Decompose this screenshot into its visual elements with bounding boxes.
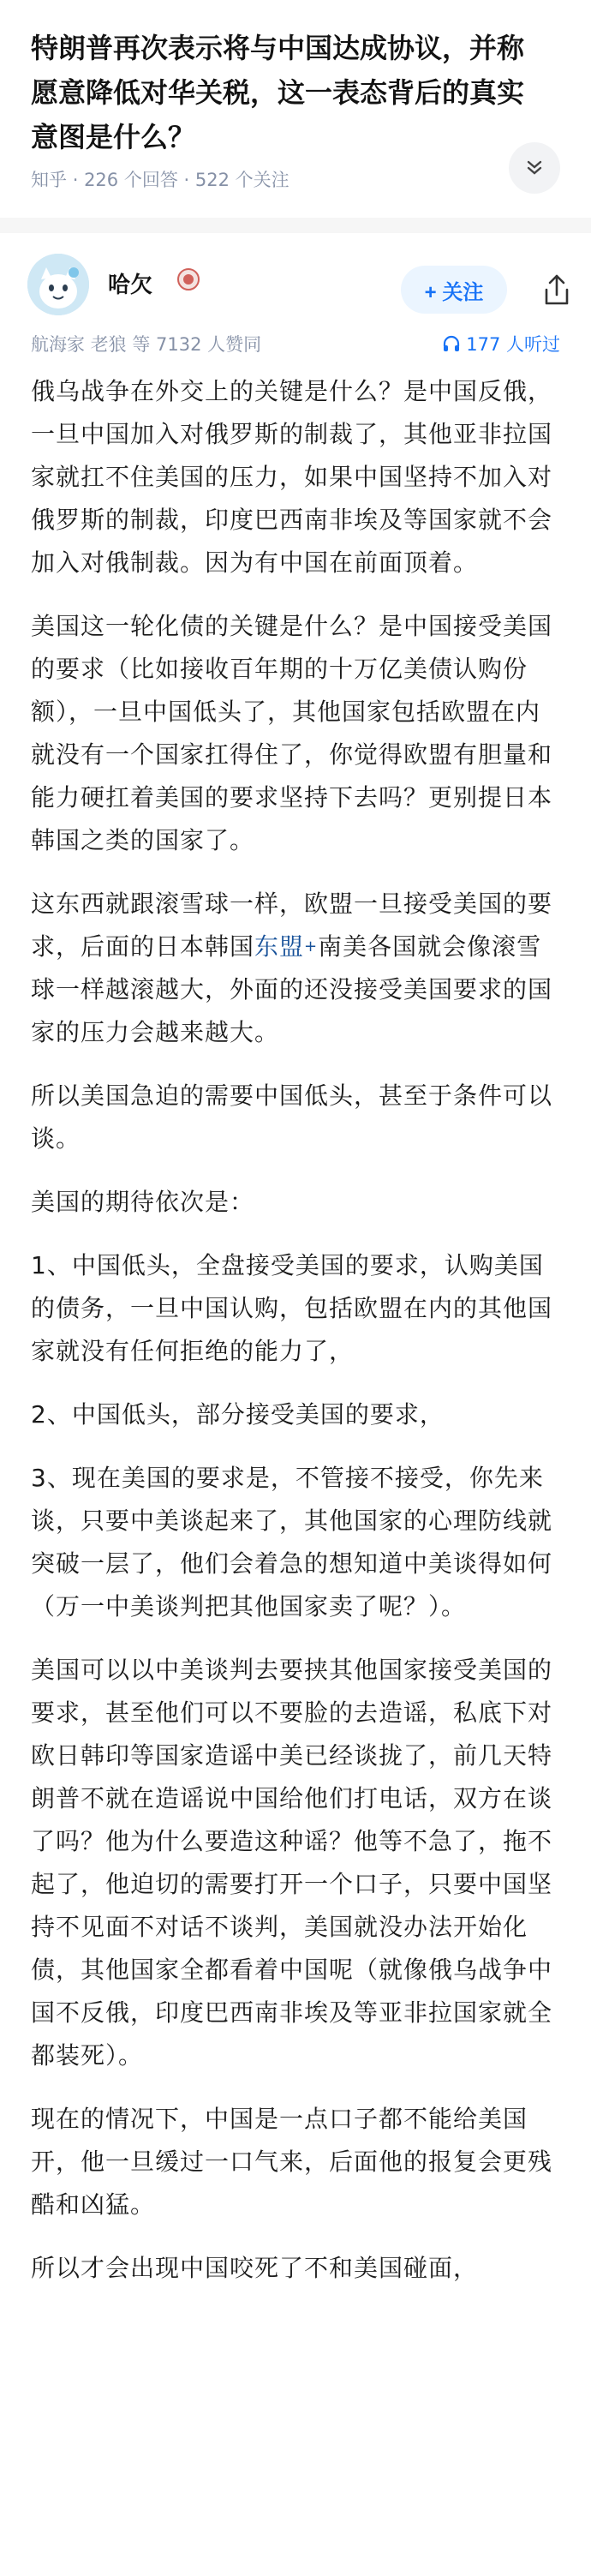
upvote-summary[interactable]: 航海家 老狼 等 7132 人赞同 xyxy=(31,334,262,355)
answer-paragraph-6: 1、中国低头，全盘接受美国的要求，认购美国的债务，一旦中国认购，包括欧盟在内的其他国家就没有任何拒绝的能力了， xyxy=(31,1251,553,1365)
answer-count[interactable]: 226 个回答 xyxy=(84,170,178,190)
listen-button[interactable] xyxy=(442,331,560,356)
badge-icon xyxy=(176,267,200,291)
answer-paragraph-8: 3、现在美国的要求是，不管接不接受，你先来谈，只要中美谈起来了，其他国家的心理防线就突破一层了，他们会着急的想知道中美谈得如何（万一中美谈判把其他国家卖了呢？）。 xyxy=(31,1464,553,1620)
answer-paragraph-1: 俄乌战争在外交上的关键是什么？是中国反俄，一旦中国加入对俄罗斯的制裁了，其他亚非拉国家就扛不住美国的压力，如果中国坚持不加入对俄罗斯的制裁，印度巴西南非埃及等国家就不会加入对俄制裁。因为有中国在前面顶着。 xyxy=(31,377,553,577)
chevron-down-icon xyxy=(523,157,546,179)
follower-count: 522 个关注 xyxy=(194,170,290,190)
question-meta: 知乎 · 226 个回答 · 522 个关注 xyxy=(31,165,560,195)
question-header xyxy=(0,0,591,195)
link-plus-icon: + xyxy=(304,938,319,956)
author-sub-row xyxy=(0,326,591,370)
answer-paragraph-10: 现在的情况下，中国是一点口子都不能给美国开，他一旦缓过一口气来，后面他的报复会更残酷和凶猛。 xyxy=(31,2105,553,2219)
answer-paragraph-3 xyxy=(31,883,560,1054)
answer-paragraph-11: 所以才会出现中国咬死了不和美国碰面， xyxy=(31,2254,479,2282)
answer-paragraph-9: 美国可以以中美谈判去要挟其他国家接受美国的要求，甚至他们可以不要脸的去造谣，私底下对欧日韩印等国家造谣中美已经谈拢了，前几天特朗普不就在造谣说中国给他们打电话，双方在谈了吗？他为什么要造这种谣？他等不急了，拖不起了，他迫切的需要打开一个口子，只要中国坚持不见面不对话不谈判，美国就没办法开始化债，其他国家全都看着中国呢（就像俄乌战争中国不反俄，印度巴西南非埃及等亚非拉国家就全都装死）。 xyxy=(31,1656,553,2070)
listen-count: 177 人听过 xyxy=(466,334,560,355)
cartoon-avatar-icon xyxy=(27,254,89,315)
section-divider xyxy=(0,218,591,233)
paragraph-3-start: 这东西就跟滚雪球一样，欧盟一旦接受美国的要求，后面的日本韩国 xyxy=(31,890,553,961)
answer-paragraph-4: 所以美国急迫的需要中国低头，甚至于条件可以谈。 xyxy=(31,1081,553,1153)
answer-paragraph-2: 美国这一轮化债的关键是什么？是中国接受美国的要求（比如接收百年期的十万亿美债认购份额），一旦中国低头了，其他国家包括欧盟在内就没有一个国家扛得住了，你觉得欧盟有胆量和能力硬扛着美国的要求坚持下去吗？更别提日本韩国之类的国家了。 xyxy=(31,612,553,854)
author-name[interactable]: 哈欠 xyxy=(108,273,153,298)
asean-link[interactable]: 东盟 xyxy=(254,932,305,961)
source-label: 知乎 xyxy=(31,170,67,190)
answer-content xyxy=(0,370,591,2290)
answer-paragraph-5: 美国的期待依次是： xyxy=(31,1188,255,1216)
share-icon[interactable] xyxy=(538,271,576,309)
question-title[interactable]: 特朗普再次表示将与中国达成协议，并称愿意降低对华关税，这一表态背后的真实意图是什么？ xyxy=(31,32,525,153)
author-row xyxy=(0,233,591,326)
avatar[interactable] xyxy=(27,254,89,315)
collapse-button[interactable] xyxy=(509,142,560,194)
headphones-icon xyxy=(442,334,461,353)
answer-paragraph-7: 2、中国低头，部分接受美国的要求， xyxy=(31,1400,445,1429)
paragraph-3-end: 南美各国就会像滚雪球一样越滚越大，外面的还没接受美国要求的国家的压力会越来越大。 xyxy=(31,932,553,1046)
follow-button[interactable]: + 关注 xyxy=(401,266,507,314)
